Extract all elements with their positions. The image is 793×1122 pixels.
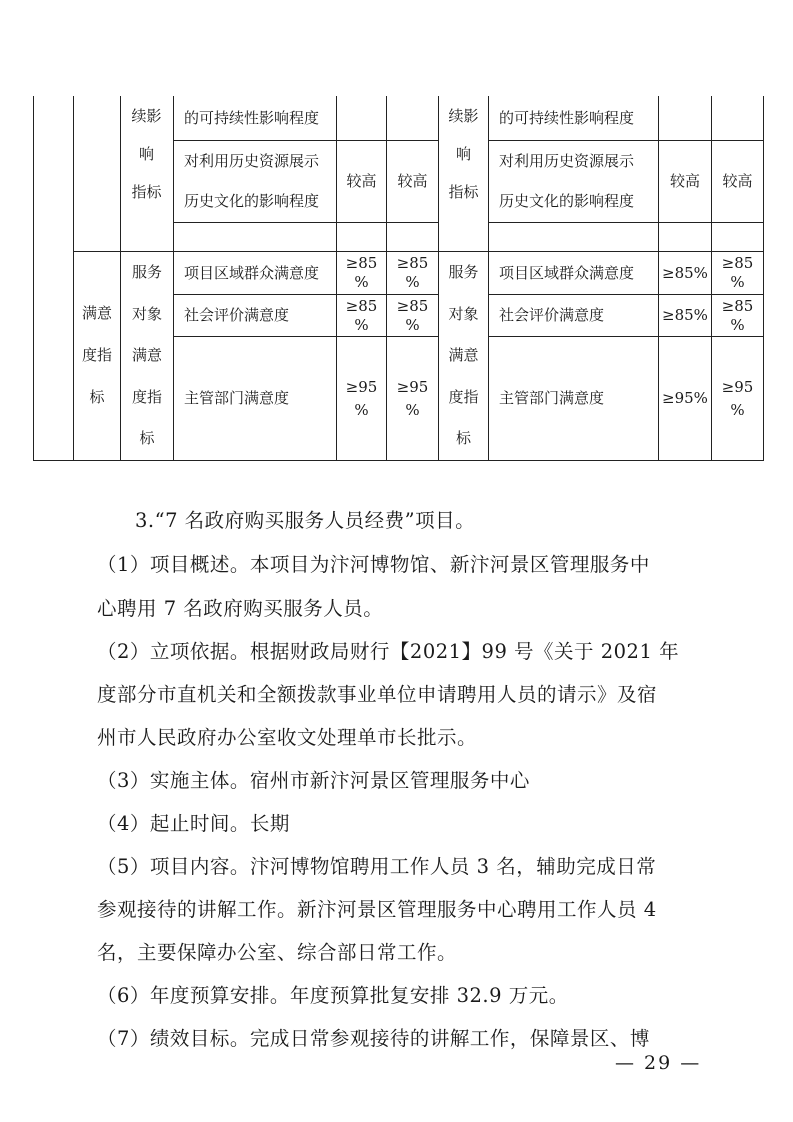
target-value: % xyxy=(354,273,369,291)
table-line xyxy=(173,222,438,223)
paragraph-line: （4）起止时间。长期 xyxy=(97,812,290,835)
actual-value-cell xyxy=(712,252,763,294)
page-number: — 29 — xyxy=(615,1052,702,1074)
category-text: 度指 xyxy=(448,387,479,406)
target-value-cell xyxy=(659,141,711,222)
group-text: 标 xyxy=(89,388,105,406)
sustain-category-left xyxy=(120,100,173,218)
target-value: ≥85% xyxy=(662,306,708,324)
target-value: ≥95% xyxy=(662,389,708,407)
indicator-text: 项目区域群众满意度 xyxy=(499,263,635,282)
target-value: 较高 xyxy=(669,172,700,190)
actual-value: % xyxy=(730,315,745,334)
indicator-cell xyxy=(489,141,659,222)
category-text: 度指 xyxy=(131,387,162,406)
indicator-text: 的可持续性影响程度 xyxy=(499,109,635,127)
actual-value-cell xyxy=(712,337,763,460)
indicator-text: 主管部门满意度 xyxy=(499,389,605,407)
paragraph-line: 参观接待的讲解工作。新汴河景区管理服务中心聘用工作人员 4 xyxy=(97,898,657,921)
actual-value: ≥95 xyxy=(721,377,754,396)
group-text: 度指 xyxy=(81,346,112,364)
actual-value: ≥85 xyxy=(721,296,754,315)
table-border-bottom xyxy=(33,460,764,461)
category-text: 服务 xyxy=(448,263,479,282)
section-heading: 3.“7 名政府购买服务人员经费”项目。 xyxy=(135,509,476,532)
actual-value-cell xyxy=(712,295,763,336)
table-line xyxy=(488,222,763,223)
actual-value: % xyxy=(405,315,420,334)
paragraph-line: 心聘用 7 名政府购买服务人员。 xyxy=(97,597,384,620)
indicator-cell xyxy=(174,141,336,222)
actual-value-cell xyxy=(387,337,438,460)
paragraph-line: （3）实施主体。宿州市新汴河景区管理服务中心 xyxy=(97,769,530,792)
target-value-cell xyxy=(337,252,386,294)
category-text: 标 xyxy=(455,429,471,448)
target-value: ≥85 xyxy=(345,254,378,272)
target-value: ≥85 xyxy=(345,296,378,315)
target-value: ≥85% xyxy=(662,263,708,282)
target-value-cell xyxy=(337,141,386,222)
indicator-text: 对利用历史资源展示 xyxy=(499,152,635,170)
indicator-cell xyxy=(489,337,659,460)
paragraph-line: （5）项目内容。汴河博物馆聘用工作人员 3 名，辅助完成日常 xyxy=(97,855,657,878)
target-value: % xyxy=(354,400,369,419)
group-text: 满意 xyxy=(81,304,112,322)
category-text: 响 xyxy=(455,145,471,163)
target-value-cell xyxy=(659,252,711,294)
target-value: 较高 xyxy=(346,172,377,190)
category-text: 对象 xyxy=(131,304,162,323)
target-value-cell xyxy=(337,295,386,336)
target-value: % xyxy=(354,315,369,334)
paragraph-line: （1）项目概述。本项目为汴河博物馆、新汴河景区管理服务中 xyxy=(97,553,650,576)
paragraph-line: （7）绩效目标。完成日常参观接待的讲解工作，保障景区、博 xyxy=(97,1027,650,1050)
satisfaction-category-right xyxy=(439,252,488,460)
indicator-text: 历史文化的影响程度 xyxy=(184,192,320,210)
actual-value-cell xyxy=(387,252,438,294)
paragraph-line: 度部分市直机关和全额拨款事业单位申请聘用人员的请示》及宿 xyxy=(97,683,658,706)
actual-value-cell xyxy=(712,141,763,222)
actual-value: 较高 xyxy=(722,172,753,190)
category-text: 标 xyxy=(139,429,155,448)
category-text: 续影 xyxy=(131,107,162,125)
indicator-text: 社会评价满意度 xyxy=(499,306,605,324)
paragraph-line: 州市人民政府办公室收文处理单市长批示。 xyxy=(97,726,478,749)
indicator-cell xyxy=(174,97,336,140)
indicator-cell xyxy=(489,97,659,140)
table-border-left xyxy=(33,96,34,461)
indicator-cell xyxy=(174,337,336,460)
paragraph-line: （2）立项依据。根据财政局财行【2021】99 号《关于 2021 年 xyxy=(97,640,680,663)
actual-value: % xyxy=(730,273,745,291)
category-text: 满意 xyxy=(448,346,479,365)
indicator-text: 对利用历史资源展示 xyxy=(184,152,320,170)
target-value-cell xyxy=(337,337,386,460)
paragraph-line: 名，主要保障办公室、综合部日常工作。 xyxy=(97,941,458,964)
actual-value: ≥95 xyxy=(396,377,429,396)
category-text: 对象 xyxy=(448,304,479,323)
performance-table xyxy=(0,0,793,470)
sustain-category-right xyxy=(439,100,488,218)
satisfaction-category-left xyxy=(121,252,173,460)
target-value-cell xyxy=(659,337,711,460)
target-value-cell xyxy=(659,295,711,336)
indicator-cell xyxy=(489,295,659,336)
indicator-cell xyxy=(489,252,659,294)
paragraph-line: （6）年度预算安排。年度预算批复安排 32.9 万元。 xyxy=(97,984,569,1007)
actual-value: ≥85 xyxy=(396,254,429,272)
indicator-text: 社会评价满意度 xyxy=(184,306,290,324)
indicator-text: 主管部门满意度 xyxy=(184,389,290,407)
category-text: 服务 xyxy=(131,263,162,282)
indicator-text: 项目区域群众满意度 xyxy=(184,263,320,282)
satisfaction-group xyxy=(74,295,120,415)
category-text: 响 xyxy=(138,145,154,163)
actual-value-cell xyxy=(387,295,438,336)
indicator-cell xyxy=(174,252,336,294)
category-text: 满意 xyxy=(131,346,162,365)
actual-value-cell xyxy=(387,141,438,222)
actual-value: % xyxy=(405,273,420,291)
actual-value: % xyxy=(730,400,745,419)
actual-value: ≥85 xyxy=(396,296,429,315)
actual-value: % xyxy=(405,400,420,419)
actual-value: 较高 xyxy=(397,172,428,190)
category-text: 指标 xyxy=(448,183,479,201)
indicator-text: 历史文化的影响程度 xyxy=(499,192,635,210)
category-text: 续影 xyxy=(448,107,479,125)
indicator-cell xyxy=(174,295,336,336)
indicator-text: 的可持续性影响程度 xyxy=(184,109,320,127)
table-border-right xyxy=(763,96,764,461)
category-text: 指标 xyxy=(131,183,162,201)
target-value: ≥95 xyxy=(345,377,378,396)
actual-value: ≥85 xyxy=(721,254,754,272)
